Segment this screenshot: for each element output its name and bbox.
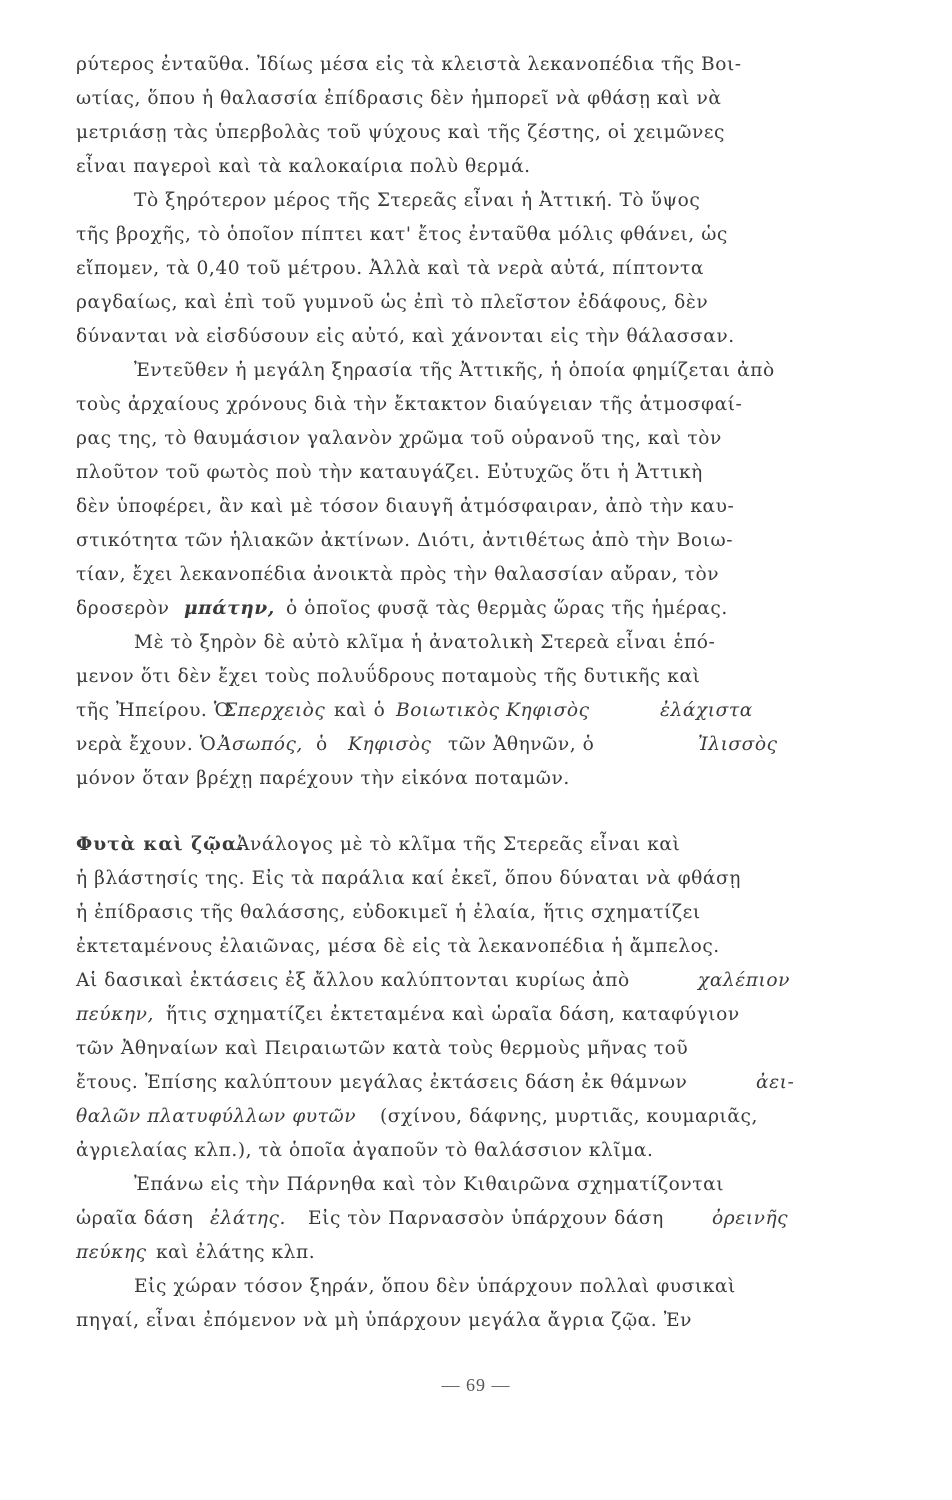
river-name: Σπερχειὸς bbox=[224, 700, 326, 721]
text-run: ὡραῖα δάση bbox=[76, 1208, 194, 1229]
text-line: Τὸ ξηρότερον μέρος τῆς Στερεᾶς εἶναι ἡ Ἀττική. Τὸ ὕψος bbox=[134, 190, 701, 211]
text-run: Αἱ δασικαὶ ἐκτάσεις ἐξ ἄλλου καλύπτονται κυρίως ἀπὸ bbox=[76, 970, 630, 991]
text-run: καὶ ὁ bbox=[334, 700, 386, 721]
text-run: νερὰ ἔχουν. Ὁ bbox=[76, 734, 217, 755]
text-line: τοὺς ἀρχαίους χρόνους διὰ τὴν ἔκτακτον διαύγειαν τῆς ἀτμοσφαί- bbox=[76, 394, 743, 415]
text-line: δύνανται νὰ εἰσδύσουν εἰς αὐτό, καὶ χάνονται εἰς τὴν θάλασσαν. bbox=[76, 326, 735, 347]
text-line: εἴπομεν, τὰ 0,40 τοῦ μέτρου. Ἀλλὰ καὶ τὰ νερὰ αὐτά, πίπτοντα bbox=[76, 258, 704, 279]
text-run: τῶν Ἀθηνῶν, ὁ bbox=[448, 734, 595, 755]
text-line: ρύτερος ἐνταῦθα. Ἰδίως μέσα εἰς τὰ κλειστὰ λεκανοπέδια τῆς Βοι- bbox=[76, 54, 742, 75]
book-page bbox=[76, 50, 812, 1450]
plant-name: πεύκην, bbox=[76, 1004, 154, 1025]
text-line: μενον ὅτι δὲν ἔχει τοὺς πολυΰδρους ποταμοὺς τῆς δυτικῆς καὶ bbox=[76, 666, 701, 687]
plant-name: ἀει- bbox=[756, 1072, 795, 1093]
plant-name: θαλῶν πλατυφύλλων φυτῶν bbox=[76, 1106, 357, 1127]
river-name: Βοιωτικὸς Κηφισὸς bbox=[396, 700, 590, 721]
page-number bbox=[0, 1375, 952, 1396]
page-number-value: 69 bbox=[466, 1375, 486, 1395]
text-line: Εἰς χώραν τόσον ξηράν, ὅπου δὲν ὑπάρχουν πολλαὶ φυσικαὶ bbox=[134, 1276, 736, 1297]
text-run: ἔτους. Ἐπίσης καλύπτουν μεγάλας ἐκτάσεις δάση ἐκ θάμνων bbox=[76, 1072, 688, 1093]
text-line: ἀγριελαίας κλπ.), τὰ ὁποῖα ἀγαποῦν τὸ θαλάσσιον κλῖμα. bbox=[76, 1140, 654, 1161]
plant-name: ἐλάτης. bbox=[210, 1208, 286, 1229]
text-run: ἐλάχιστα bbox=[660, 700, 753, 721]
river-name: Ἀσωπός, bbox=[218, 734, 303, 755]
text-line: ραγδαίως, καὶ ἐπὶ τοῦ γυμνοῦ ὡς ἐπὶ τὸ πλεῖστον ἐδάφους, δὲν bbox=[76, 292, 709, 313]
text-run: ὁ bbox=[316, 734, 328, 755]
text-line: ἡ ἐπίδρασις τῆς θαλάσσης, εὐδοκιμεῖ ἡ ἐλαία, ἥτις σχηματίζει bbox=[76, 902, 701, 923]
text-line: ἐκτεταμένους ἐλαιῶνας, μέσα δὲ εἰς τὰ λεκανοπέδια ἡ ἄμπελος. bbox=[76, 936, 720, 957]
plant-name: ὀρεινῆς bbox=[712, 1208, 789, 1229]
text-line: Ἐντεῦθεν ἡ μεγάλη ξηρασία τῆς Ἀττικῆς, ἡ ὁποία φημίζεται ἀπὸ bbox=[134, 360, 775, 381]
page-number-dash-left: — bbox=[441, 1375, 466, 1395]
section-heading: Φυτὰ καὶ ζῷα. bbox=[76, 834, 245, 855]
text-run: (σχίνου, δάφνης, μυρτιᾶς, κουμαριᾶς, bbox=[380, 1106, 758, 1127]
text-line: στικότητα τῶν ἡλιακῶν ἀκτίνων. Διότι, ἀντιθέτως ἀπὸ τὴν Βοιω- bbox=[76, 530, 734, 551]
text-run: Ἀνάλογος μὲ τὸ κλῖμα τῆς Στερεᾶς εἶναι καὶ bbox=[236, 834, 681, 855]
text-run: τῆς Ἠπείρου. Ὁ bbox=[76, 700, 231, 721]
text-line: εἶναι παγεροὶ καὶ τὰ καλοκαίρια πολὺ θερμά. bbox=[76, 156, 531, 177]
page-number-dash-right: — bbox=[486, 1375, 511, 1395]
text-run: ὁ ὁποῖος φυσᾷ τὰς θερμὰς ὥρας τῆς ἡμέρας. bbox=[286, 598, 728, 619]
text-run: Εἰς τὸν Παρνασσὸν ὑπάρχουν δάση bbox=[308, 1208, 664, 1229]
emphasized-term: μπάτην, bbox=[184, 598, 275, 619]
text-line: δὲν ὑποφέρει, ἂν καὶ μὲ τόσον διαυγῆ ἀτμόσφαιραν, ἀπὸ τὴν καυ- bbox=[76, 496, 735, 517]
text-line: ρας της, τὸ θαυμάσιον γαλανὸν χρῶμα τοῦ οὐρανοῦ της, καὶ τὸν bbox=[76, 428, 722, 449]
river-name: Ἰλισσὸς bbox=[698, 734, 778, 755]
text-line: τῶν Ἀθηναίων καὶ Πειραιωτῶν κατὰ τοὺς θερμοὺς μῆνας τοῦ bbox=[76, 1038, 689, 1059]
text-line: πηγαί, εἶναι ἐπόμενον νὰ μὴ ὑπάρχουν μεγάλα ἄγρια ζῷα. Ἐν bbox=[76, 1310, 692, 1331]
text-line: μόνον ὅταν βρέχῃ παρέχουν τὴν εἰκόνα ποταμῶν. bbox=[76, 768, 570, 789]
text-run: δροσερὸν bbox=[76, 598, 170, 619]
text-line: τῆς βροχῆς, τὸ ὁποῖον πίπτει κατ' ἔτος ἐνταῦθα μόλις φθάνει, ὡς bbox=[76, 224, 728, 245]
text-line: Μὲ τὸ ξηρὸν δὲ αὐτὸ κλῖμα ἡ ἀνατολικὴ Στερεὰ εἶναι ἑπό- bbox=[134, 632, 716, 653]
text-run: ἥτις σχηματίζει ἐκτεταμένα καὶ ὡραῖα δάση, καταφύγιον bbox=[166, 1004, 740, 1025]
text-line: ἡ βλάστησίς της. Εἰς τὰ παράλια καί ἐκεῖ, ὅπου δύναται νὰ φθάσῃ bbox=[76, 868, 741, 889]
text-line: πλοῦτον τοῦ φωτὸς ποὺ τὴν καταυγάζει. Εὐτυχῶς ὅτι ἡ Ἀττικὴ bbox=[76, 462, 703, 483]
plant-name: πεύκης bbox=[76, 1242, 147, 1263]
text-line: τίαν, ἔχει λεκανοπέδια ἀνοικτὰ πρὸς τὴν θαλασσίαν αὔραν, τὸν bbox=[76, 564, 720, 585]
text-run: καὶ ἐλάτης κλπ. bbox=[156, 1242, 316, 1263]
text-line: Ἐπάνω εἰς τὴν Πάρνηθα καὶ τὸν Κιθαιρῶνα σχηματίζονται bbox=[134, 1174, 725, 1195]
river-name: Κηφισὸς bbox=[348, 734, 432, 755]
plant-name: χαλέπιον bbox=[698, 970, 790, 991]
text-line: μετριάσῃ τὰς ὑπερβολὰς τοῦ ψύχους καὶ τῆς ζέστης, οἱ χειμῶνες bbox=[76, 122, 725, 143]
text-line: ωτίας, ὅπου ἡ θαλασσία ἐπίδρασις δὲν ἠμπορεῖ νὰ φθάσῃ καὶ νὰ bbox=[76, 88, 722, 109]
